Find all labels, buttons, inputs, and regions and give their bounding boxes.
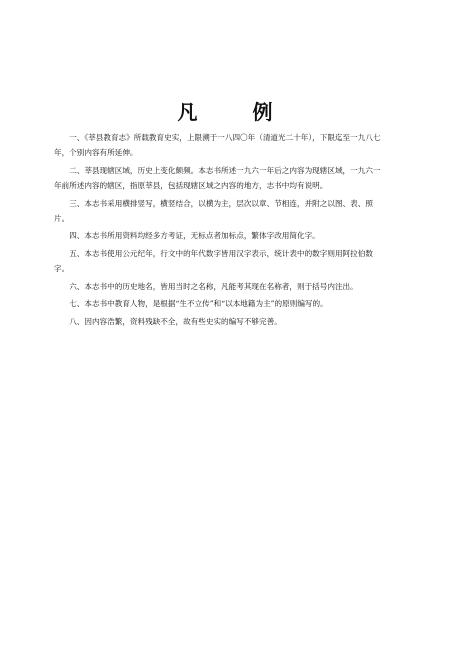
guideline-item-6: 六、本志书中的历史地名，皆用当时之名称，凡能考其现在名称者，则于括号内注出。 <box>69 281 358 291</box>
guidelines-body <box>54 130 384 332</box>
guideline-item-5: 五、本志书使用公元纪年，行文中的年代数字皆用汉字表示，统计表中的数字则用阿拉伯数字。 <box>54 248 373 274</box>
guideline-item-1: 一、《莘县教育志》所载教育史实，上限溯于一八四〇年（清道光二十年），下限迄至一九八七年，个别内容有所延伸。 <box>54 133 381 158</box>
page-title: 凡 例 <box>177 100 297 124</box>
guideline-item-8: 八、因内容浩繁，资料残缺不全，故有些史实的编写不够完善。 <box>69 316 282 326</box>
guideline-item-7: 七、本志书中教育人物，是根据“生不立传”和“以本地籍为主”的原则编写的。 <box>69 299 328 309</box>
guideline-item-4: 四、本志书所用资料均经多方考证，无标点者加标点，繁体字改用简化字。 <box>69 231 320 241</box>
guideline-item-3: 三、本志书采用横排竖写，横竖结合，以横为主，层次以章、节相连，并附之以图、表、照片。 <box>54 198 373 223</box>
guideline-item-2: 二、莘县现辖区域，历史上变化颇频。本志书所述一九六一年后之内容为现辖区域，一九六一年前所述内容的辖区，指原莘县，包括现辖区域之内容的地方，志书中均有说明。 <box>54 165 381 190</box>
